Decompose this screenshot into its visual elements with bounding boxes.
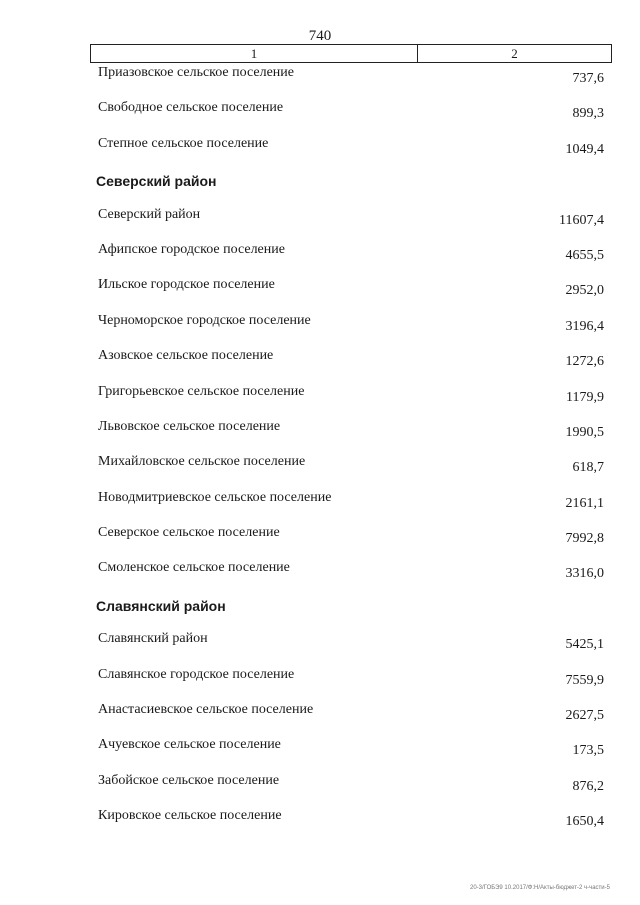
table-row [0,665,640,700]
row-name: Львовское сельское поселение [98,418,281,434]
row-value: 1049,4 [565,141,604,157]
footer-text: 20-3/ГОБЭ9 10.2017/Ф:Н/Акты-бюджет-2 ч-части-5 [469,885,610,891]
table-row [0,205,640,240]
section-heading [0,169,640,204]
table-row [0,806,640,841]
row-value: 2627,5 [565,708,604,724]
section-heading-label: Славянский район [96,597,226,614]
row-name: Григорьевское сельское поселение [98,383,305,399]
row-value: 11607,4 [559,212,604,228]
table-row [0,488,640,523]
table-row [0,63,640,98]
row-value: 173,5 [572,743,604,759]
row-name: Ильское городское поселение [98,277,275,293]
table-row [0,452,640,487]
row-name: Приазовское сельское поселение [98,65,294,80]
row-value: 618,7 [572,460,604,476]
table-row [0,700,640,735]
row-name: Афипское городское поселение [98,241,285,257]
row-value: 1650,4 [565,814,604,830]
row-value: 1990,5 [565,424,604,440]
row-name: Михайловское сельское поселение [98,454,306,470]
row-name: Смоленское сельское поселение [98,560,290,576]
page-number: 740 [308,28,332,44]
row-name: Свободное сельское поселение [98,100,284,116]
table-body [0,63,640,842]
row-name: Северское сельское поселение [98,525,280,541]
table-row [0,523,640,558]
row-name: Северский район [98,206,201,222]
row-name: Новодмитриевское сельское поселение [98,489,332,505]
table-row [0,275,640,310]
row-value: 5425,1 [565,637,604,653]
row-name: Кировское сельское поселение [98,808,282,824]
row-name: Степное сельское поселение [98,135,269,151]
row-value: 899,3 [572,106,604,122]
row-value: 1179,9 [566,389,604,405]
row-value: 7992,8 [565,531,604,547]
table-row [0,735,640,770]
section-heading-label: Северский район [96,173,217,190]
table-row [0,382,640,417]
table-row [0,311,640,346]
table-row [0,558,640,593]
table-row [0,417,640,452]
table-header [90,44,612,63]
table-row [0,629,640,664]
row-name: Забойское сельское поселение [98,772,280,788]
table-row [0,98,640,133]
table-row [0,134,640,169]
header-col-2: 2 [511,46,518,61]
row-name: Азовское сельское поселение [98,348,274,364]
header-col-1: 1 [91,45,418,62]
row-value: 2952,0 [565,283,604,299]
row-name: Славянский район [98,631,208,647]
row-name: Черноморское городское поселение [98,312,311,328]
row-value: 1272,6 [565,354,604,370]
row-value: 4655,5 [565,247,604,263]
section-heading [0,594,640,629]
table-row [0,771,640,806]
row-value: 737,6 [572,71,604,86]
row-name: Анастасиевское сельское поселение [98,702,314,718]
row-value: 2161,1 [565,495,604,511]
row-name: Славянское городское поселение [98,666,295,682]
row-name: Ачуевское сельское поселение [98,737,281,753]
row-value: 3196,4 [565,318,604,334]
row-value: 7559,9 [565,672,604,688]
row-value: 876,2 [572,778,604,794]
row-value: 3316,0 [565,566,604,582]
table-row [0,346,640,381]
table-row [0,240,640,275]
